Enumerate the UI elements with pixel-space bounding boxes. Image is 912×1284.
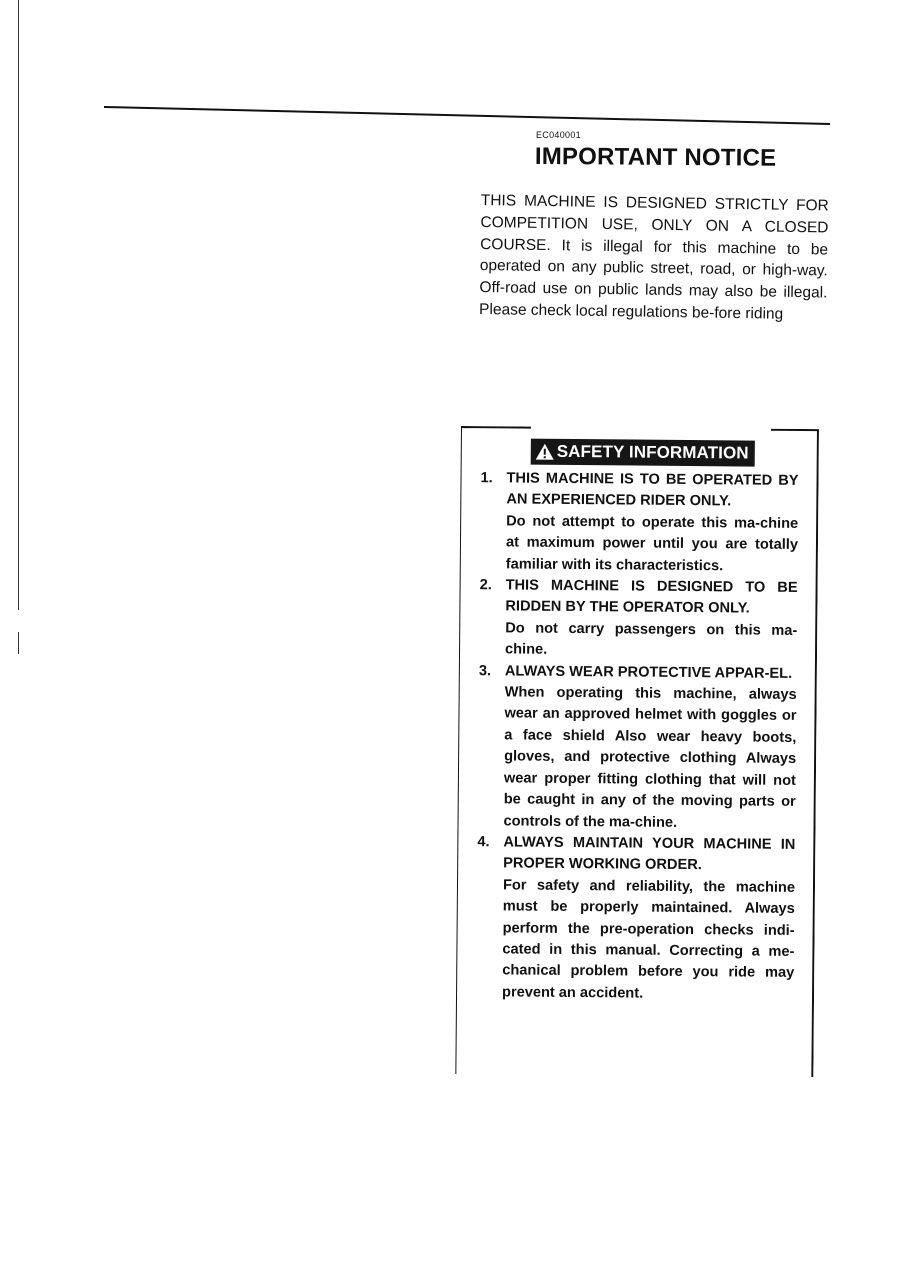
item-heading: THIS MACHINE IS TO BE OPERATED BY AN EXPERIENCED RIDER ONLY.	[506, 470, 799, 510]
safety-item	[477, 661, 796, 835]
safety-item	[476, 832, 795, 1006]
item-body: For safety and reliability, the machine must be properly maintained. Always perform the pre-operation checks indi-cated in this manual. Correcting a me-chanical problem before you ride may prevent an accident.	[501, 877, 796, 1002]
item-body: Do not attempt to operate this ma-chine at maximum power until you are totally familiar with its characteristics.	[505, 513, 799, 574]
item-number: 1.	[480, 470, 493, 487]
item-number: 3.	[478, 662, 492, 679]
notice-paragraph: THIS MACHINE IS DESIGNED STRICTLY FOR COMPETITION USE, ONLY ON A CLOSED COURSE. It is illegal for this machine to be operated on any public street, road, or high-way. Off-road use on public lands may also be illegal. Please check local regulations be-fore riding	[478, 191, 829, 323]
header-rule	[104, 105, 830, 127]
safety-item-list	[476, 468, 799, 1006]
item-body: Do not carry passengers on this ma-chine.	[504, 620, 798, 659]
item-body: When operating this machine, always wear an approved helmet with goggles or a face shield Also wear heavy boots, gloves, and protective clothing Always wear proper fitting clothing that will not be caught in any of the moving parts or controls of the ma-chine.	[503, 684, 797, 831]
safety-item	[479, 575, 798, 663]
safety-information-banner	[531, 439, 755, 467]
item-heading: THIS MACHINE IS DESIGNED TO BE RIDDEN BY THE OPERATOR ONLY.	[505, 577, 798, 617]
safety-banner-label: SAFETY INFORMATION	[556, 441, 749, 463]
item-number: 4.	[477, 834, 490, 851]
item-heading: ALWAYS WEAR PROTECTIVE APPAR-EL.	[504, 663, 793, 682]
page-title: IMPORTANT NOTICE	[534, 143, 777, 172]
scan-edge-line	[18, 0, 19, 610]
item-heading: ALWAYS MAINTAIN YOUR MACHINE IN PROPER WORKING ORDER.	[503, 834, 796, 874]
warning-triangle-icon	[535, 443, 555, 461]
safety-item	[480, 468, 799, 578]
safety-information-box	[455, 426, 819, 1077]
item-number: 2.	[479, 577, 492, 594]
scan-edge-mark	[18, 632, 19, 654]
document-code: EC040001	[536, 130, 581, 140]
